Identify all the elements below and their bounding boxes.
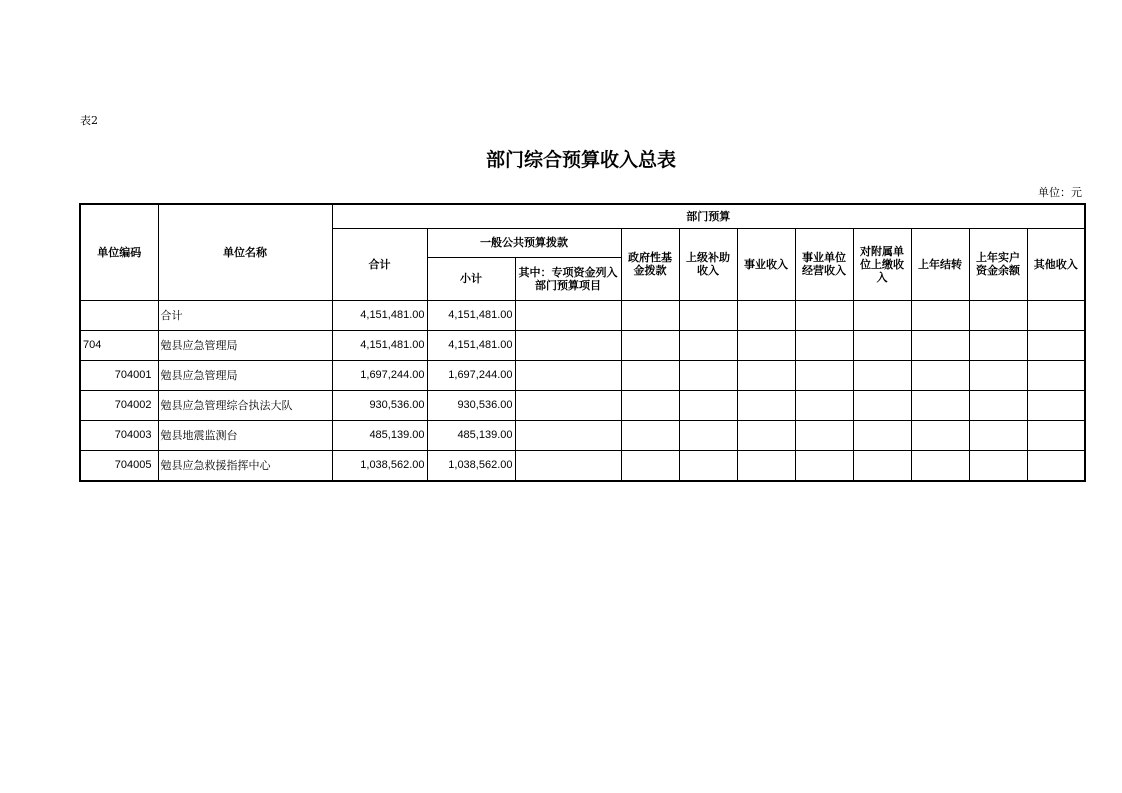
unit-note: 单位：元 — [1038, 186, 1082, 199]
table-row — [80, 300, 1085, 330]
empty-cell — [737, 300, 795, 330]
page-title: 部门综合预算收入总表 — [485, 149, 676, 171]
empty-cell — [853, 450, 911, 481]
empty-cell — [969, 450, 1027, 481]
unit-name-cell: 勉县应急救援指挥中心 — [158, 450, 332, 481]
unit-code-cell — [80, 300, 158, 330]
empty-cell — [853, 330, 911, 360]
empty-cell — [1027, 360, 1085, 390]
empty-cell — [515, 450, 621, 481]
empty-cell — [621, 360, 679, 390]
empty-cell — [1027, 420, 1085, 450]
empty-cell — [621, 450, 679, 481]
header-subtotal: 小计 — [427, 257, 515, 300]
table-row — [80, 450, 1085, 481]
empty-cell — [515, 390, 621, 420]
unit-code-cell: 704001 — [80, 360, 158, 390]
empty-cell — [515, 420, 621, 450]
empty-cell — [911, 360, 969, 390]
empty-cell — [795, 360, 853, 390]
empty-cell — [969, 330, 1027, 360]
unit-code-cell: 704003 — [80, 420, 158, 450]
header-subordinate-income: 对附属单位上缴收入 — [853, 228, 911, 300]
empty-cell — [969, 300, 1027, 330]
header-total: 合计 — [332, 228, 427, 300]
unit-code-cell: 704 — [80, 330, 158, 360]
empty-cell — [515, 300, 621, 330]
empty-cell — [679, 450, 737, 481]
empty-cell — [911, 450, 969, 481]
empty-cell — [737, 450, 795, 481]
unit-code-cell: 704002 — [80, 390, 158, 420]
empty-cell — [737, 390, 795, 420]
empty-cell — [679, 420, 737, 450]
header-other-income: 其他收入 — [1027, 228, 1085, 300]
header-business-income: 事业收入 — [737, 228, 795, 300]
empty-cell — [795, 450, 853, 481]
empty-cell — [737, 330, 795, 360]
empty-cell — [679, 390, 737, 420]
empty-cell — [911, 330, 969, 360]
subtotal-cell: 4,151,481.00 — [427, 330, 515, 360]
empty-cell — [911, 420, 969, 450]
empty-cell — [515, 360, 621, 390]
total-cell: 930,536.00 — [332, 390, 427, 420]
unit-name-cell: 勉县地震监测台 — [158, 420, 332, 450]
table-row — [80, 390, 1085, 420]
header-unit-code: 单位编码 — [80, 204, 158, 300]
empty-cell — [969, 360, 1027, 390]
total-cell: 485,139.00 — [332, 420, 427, 450]
empty-cell — [969, 420, 1027, 450]
header-unit-name: 单位名称 — [158, 204, 332, 300]
table-number: 表2 — [80, 114, 98, 127]
empty-cell — [795, 390, 853, 420]
empty-cell — [515, 330, 621, 360]
empty-cell — [621, 300, 679, 330]
empty-cell — [679, 330, 737, 360]
empty-cell — [853, 360, 911, 390]
empty-cell — [969, 390, 1027, 420]
empty-cell — [911, 300, 969, 330]
empty-cell — [621, 420, 679, 450]
table-body — [80, 300, 1085, 481]
empty-cell — [737, 360, 795, 390]
empty-cell — [795, 330, 853, 360]
unit-name-cell: 勉县应急管理局 — [158, 330, 332, 360]
subtotal-cell: 1,038,562.00 — [427, 450, 515, 481]
table-row — [80, 330, 1085, 360]
empty-cell — [911, 390, 969, 420]
header-general-public-budget: 一般公共预算拨款 — [427, 228, 621, 257]
empty-cell — [1027, 450, 1085, 481]
budget-income-table — [79, 203, 1086, 482]
empty-cell — [1027, 330, 1085, 360]
unit-name-cell: 勉县应急管理局 — [158, 360, 332, 390]
empty-cell — [853, 300, 911, 330]
header-special-funds: 其中：专项资金列入部门预算项目 — [515, 257, 621, 300]
empty-cell — [621, 390, 679, 420]
unit-name-cell: 勉县应急管理综合执法大队 — [158, 390, 332, 420]
total-cell: 1,038,562.00 — [332, 450, 427, 481]
empty-cell — [621, 330, 679, 360]
header-last-year-carryover: 上年结转 — [911, 228, 969, 300]
empty-cell — [737, 420, 795, 450]
empty-cell — [795, 300, 853, 330]
header-last-year-balance: 上年实户资金余额 — [969, 228, 1027, 300]
header-business-unit-income: 事业单位经营收入 — [795, 228, 853, 300]
empty-cell — [853, 390, 911, 420]
total-cell: 4,151,481.00 — [332, 300, 427, 330]
unit-code-cell: 704005 — [80, 450, 158, 481]
empty-cell — [1027, 300, 1085, 330]
subtotal-cell: 930,536.00 — [427, 390, 515, 420]
header-gov-fund: 政府性基金拨款 — [621, 228, 679, 300]
table-row — [80, 360, 1085, 390]
empty-cell — [853, 420, 911, 450]
total-cell: 4,151,481.00 — [332, 330, 427, 360]
empty-cell — [1027, 390, 1085, 420]
header-upper-subsidy: 上级补助收入 — [679, 228, 737, 300]
unit-name-cell: 合计 — [158, 300, 332, 330]
empty-cell — [795, 420, 853, 450]
subtotal-cell: 1,697,244.00 — [427, 360, 515, 390]
header-dept-budget: 部门预算 — [332, 204, 1085, 228]
subtotal-cell: 4,151,481.00 — [427, 300, 515, 330]
total-cell: 1,697,244.00 — [332, 360, 427, 390]
empty-cell — [679, 360, 737, 390]
subtotal-cell: 485,139.00 — [427, 420, 515, 450]
table-row — [80, 420, 1085, 450]
empty-cell — [679, 300, 737, 330]
